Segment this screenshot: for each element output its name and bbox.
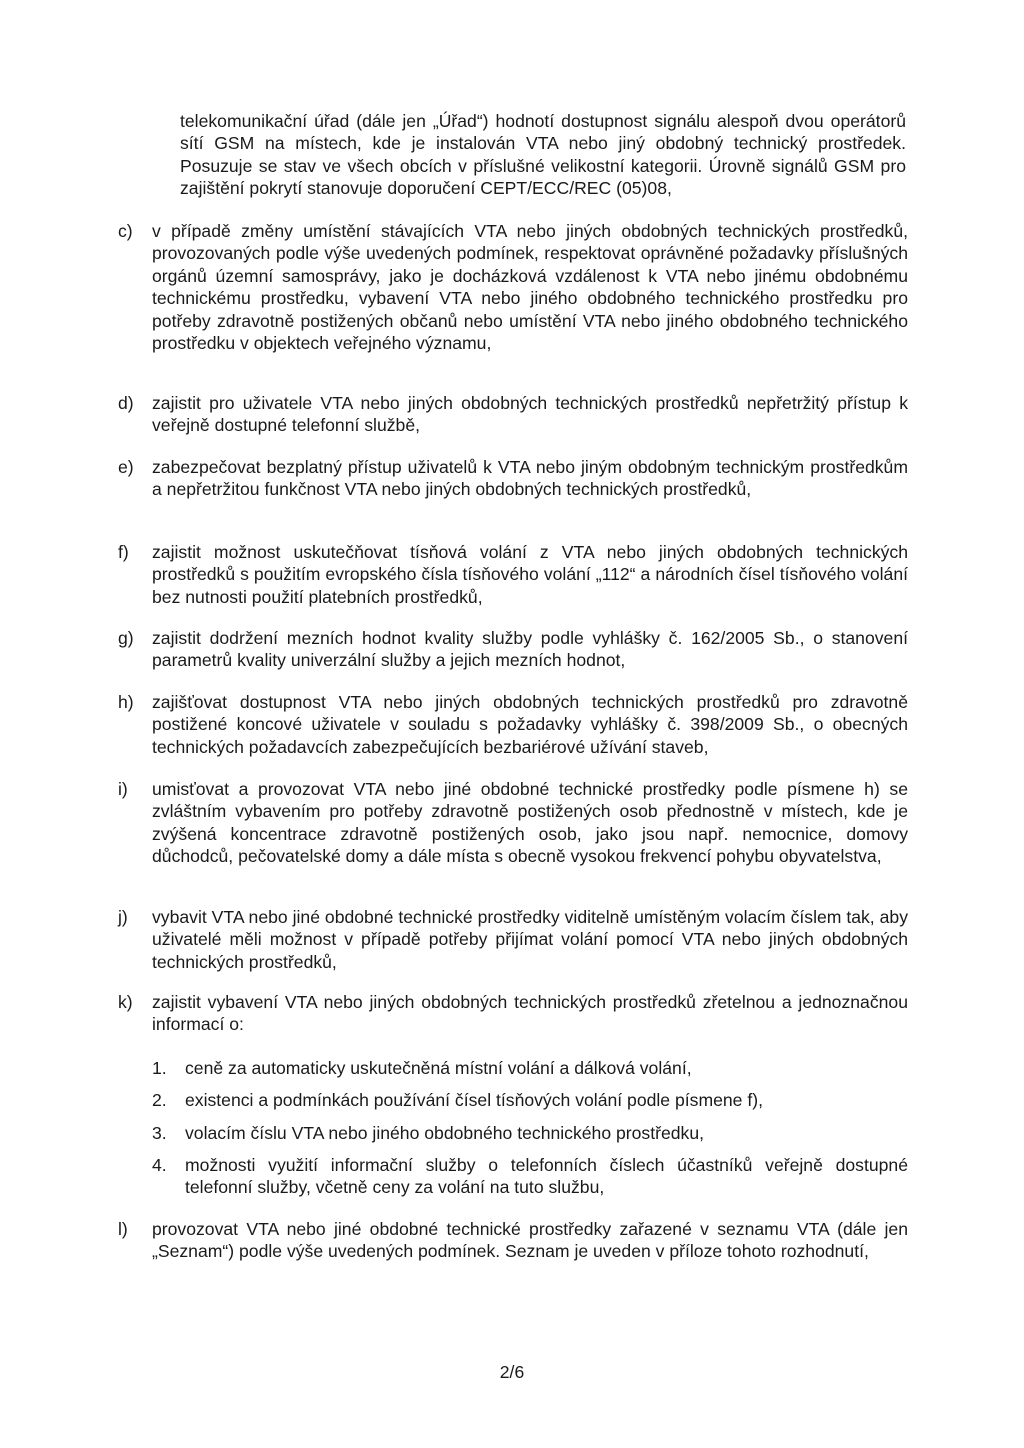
list-item-j	[118, 906, 908, 973]
item-text: v případě změny umístění stávajících VTA nebo jiných obdobných technických prostředků, provozovaných podle výše uvedených podmínek, respektovat oprávněné požadavky příslušných orgánů územní samosprávy, jako je docházková vzdálenost k VTA nebo jinému obdobnému technickému prostředku, vybavení VTA nebo jiného obdobného technického prostředku pro potřeby zdravotně postižených občanů nebo umístění VTA nebo jiného obdobného technického prostředku v objektech veřejného významu,	[152, 221, 908, 354]
item-text: provozovat VTA nebo jiné obdobné technické prostředky zařazené v seznamu VTA (dále jen „Seznam“) podle výše uvedených podmínek. Seznam je uveden v příloze tohoto rozhodnutí,	[152, 1219, 908, 1262]
item-letter: l)	[118, 1219, 128, 1239]
sub-item-number: 2.	[152, 1090, 167, 1110]
item-letter: k)	[118, 992, 133, 1012]
intro-paragraph: telekomunikační úřad (dále jen „Úřad“) hodnotí dostupnost signálu alespoň dvou operátorů sítí GSM na místech, kde je instalován VTA nebo jiný obdobný technický prostředek. Posuzuje se stav ve všech obcích v příslušné velikostní kategorii. Úrovně signálů GSM pro zajištění pokrytí stanovuje doporučení CEPT/ECC/REC (05)08,	[180, 111, 906, 199]
list-item-c	[118, 220, 908, 354]
item-letter: c)	[118, 221, 133, 241]
list-item-f	[118, 541, 908, 608]
page-number: 2/6	[499, 1362, 525, 1382]
item-letter: f)	[118, 542, 129, 562]
list-item-h	[118, 691, 908, 758]
sub-item-number: 4.	[152, 1155, 167, 1175]
sub-item-number: 3.	[152, 1123, 167, 1143]
sub-item-2	[152, 1089, 908, 1111]
item-text: zajistit dodržení mezních hodnot kvality služby podle vyhlášky č. 162/2005 Sb., o stanovení parametrů kvality univerzální služby a jejich mezních hodnot,	[152, 628, 908, 671]
item-letter: i)	[118, 779, 128, 799]
list-item-e	[118, 456, 908, 501]
item-text: zajišťovat dostupnost VTA nebo jiných obdobných technických prostředků pro zdravotně postižené koncové uživatele v souladu s požadavky vyhlášky č. 398/2009 Sb., o obecných technických požadavcích zabezpečujících bezbariérové užívání staveb,	[152, 692, 908, 757]
list-item-d	[118, 392, 908, 437]
list-item-g	[118, 627, 908, 672]
list-item-l	[118, 1218, 908, 1263]
item-text: zabezpečovat bezplatný přístup uživatelů k VTA nebo jiným obdobným technickým prostředkům a nepřetržitou funkčnost VTA nebo jiných obdobných technických prostředků,	[152, 457, 908, 500]
list-item-i	[118, 778, 908, 868]
item-text: vybavit VTA nebo jiné obdobné technické prostředky viditelně umístěným volacím číslem tak, aby uživatelé měli možnost v případě potřeby přijímat volání pomocí VTA nebo jiných obdobných technických prostředků,	[152, 907, 908, 972]
list-item-k	[118, 991, 908, 1036]
item-letter: g)	[118, 628, 134, 648]
item-text: zajistit pro uživatele VTA nebo jiných obdobných technických prostředků nepřetržitý přístup k veřejně dostupné telefonní službě,	[152, 393, 908, 436]
sub-item-text: existenci a podmínkách používání čísel tísňových volání podle písmene f),	[185, 1090, 763, 1110]
item-letter: e)	[118, 457, 134, 477]
sub-item-text: možnosti využití informační služby o telefonních číslech účastníků veřejně dostupné telefonní služby, včetně ceny za volání na tuto službu,	[185, 1155, 908, 1198]
sub-item-text: volacím číslu VTA nebo jiného obdobného technického prostředku,	[185, 1123, 705, 1143]
sub-item-3	[152, 1122, 908, 1144]
sub-item-number: 1.	[152, 1058, 167, 1078]
sub-item-text: ceně za automaticky uskutečněná místní volání a dálková volání,	[185, 1058, 692, 1078]
item-letter: j)	[118, 907, 128, 927]
sub-item-1	[152, 1057, 908, 1079]
item-letter: d)	[118, 393, 134, 413]
item-letter: h)	[118, 692, 134, 712]
item-text: zajistit vybavení VTA nebo jiných obdobných technických prostředků zřetelnou a jednoznačnou informací o:	[152, 992, 908, 1035]
item-text: umisťovat a provozovat VTA nebo jiné obdobné technické prostředky podle písmene h) se zvláštním vybavením pro potřeby zdravotně postižených osob přednostně v místech, kde je zvýšená koncentrace zdravotně postižených osob, jako jsou např. nemocnice, domovy důchodců, pečovatelské domy a dále místa s obecně vysokou frekvencí pohybu obyvatelstva,	[152, 779, 908, 867]
item-text: zajistit možnost uskutečňovat tísňová volání z VTA nebo jiných obdobných technických prostředků s použitím evropského čísla tísňového volání „112“ a národních čísel tísňového volání bez nutnosti použití platebních prostředků,	[152, 542, 908, 607]
sub-item-4	[152, 1154, 908, 1199]
